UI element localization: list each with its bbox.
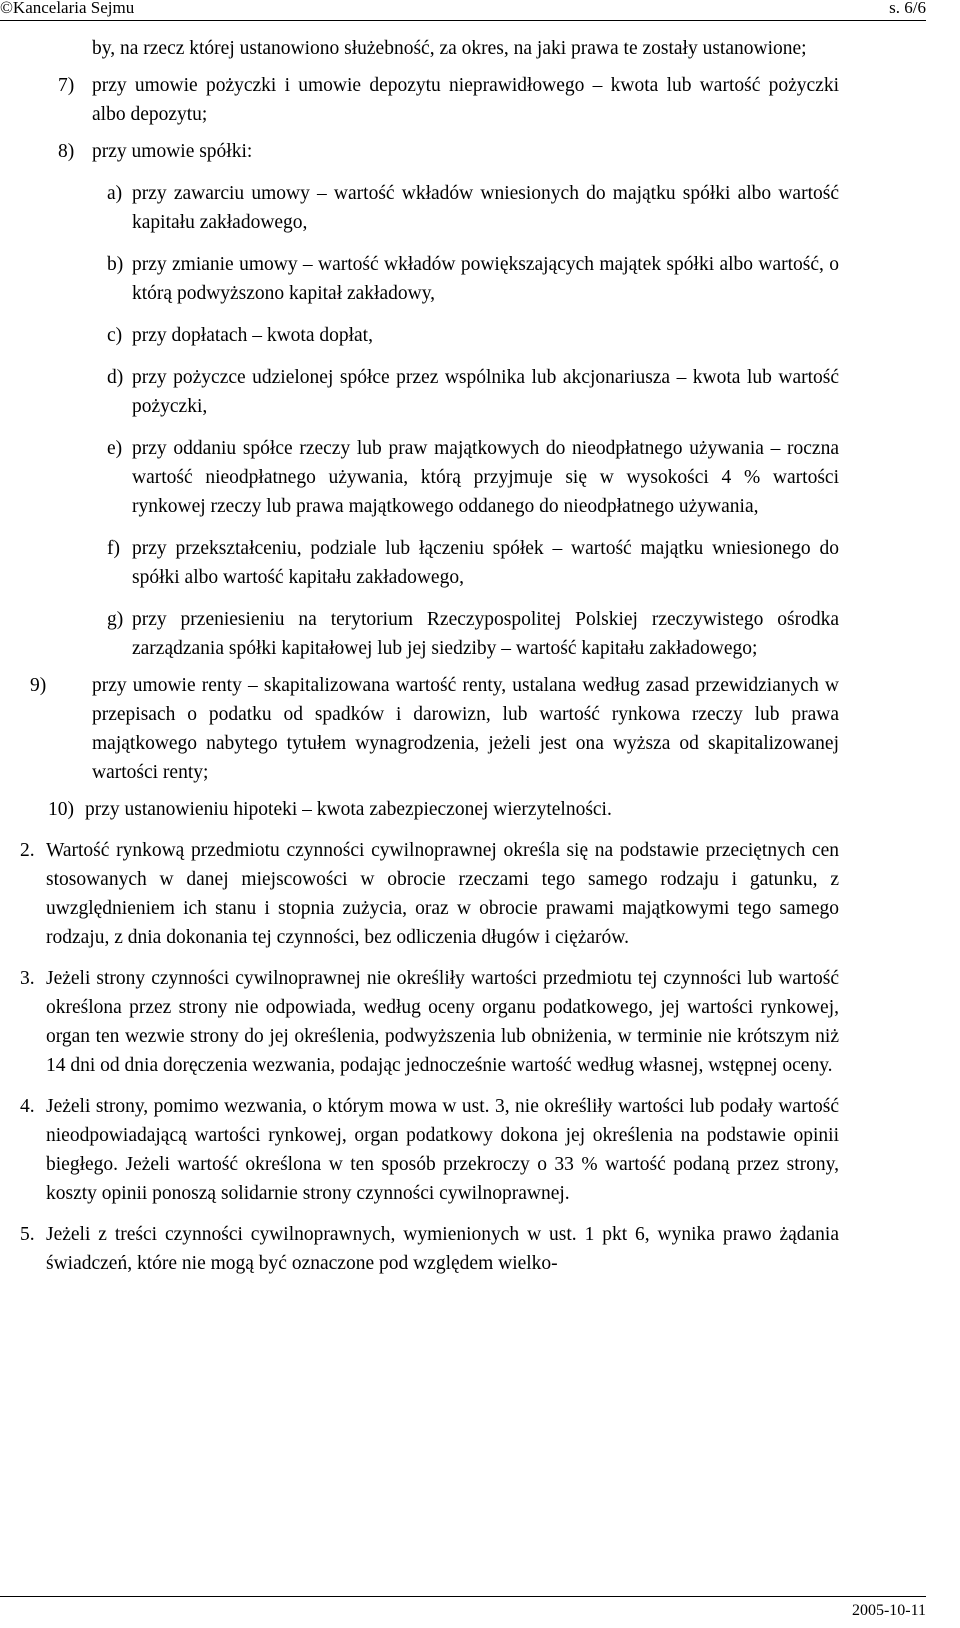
section-text: Jeżeli z treści czynności cywilnoprawnych, wymienionych w ust. 1 pkt 6, wynika prawo żądania świadczeń, które nie mogą być oznaczone pod względem wielko- xyxy=(46,1224,839,1274)
section-5 xyxy=(0,1220,839,1278)
item-text: przy umowie spółki: xyxy=(92,141,253,162)
subitem-letter: d) xyxy=(107,367,124,388)
list-item-7 xyxy=(0,71,839,129)
section-text: Wartość rynkową przedmiotu czynności cywilnoprawnej określa się na podstawie przeciętnych cen stosowanych w danej miejscowości w obrocie rzeczami tego samego rodzaju i gatunku, z uwzględnieniem ich stanu i stopnia zużycia, oraz w obrocie prawami majątkowymi tego samego rodzaju, z dnia dokonania tej czynności, bez odliczenia długów i ciężarów. xyxy=(46,840,839,948)
item-number: 9) xyxy=(30,675,47,696)
subitem-text: przy przekształceniu, podziale lub łączeniu spółek – wartość majątku wniesionego do spółki albo wartość kapitału zakładowego, xyxy=(132,538,839,588)
list-item-9 xyxy=(0,671,839,787)
subitem-text: przy zmianie umowy – wartość wkładów powiększających majątek spółki albo wartość, o którą podwyższono kapitał zakładowy, xyxy=(132,254,839,304)
item-text: przy umowie pożyczki i umowie depozytu nieprawidłowego – kwota lub wartość pożyczki albo depozytu; xyxy=(92,75,839,125)
subitem-d xyxy=(0,363,839,421)
subitem-letter: b) xyxy=(107,254,124,275)
section-3 xyxy=(0,964,839,1080)
list-item-10 xyxy=(0,795,832,824)
subitem-text: przy pożyczce udzielonej spółce przez wspólnika lub akcjonariusza – kwota lub wartość pożyczki, xyxy=(132,367,839,417)
subitem-text: przy oddaniu spółce rzeczy lub praw majątkowych do nieodpłatnego używania – roczna wartość nieodpłatnego używania, którą przyjmuje się w wysokości 4 % wartości rynkowej rzeczy lub prawa majątkowego oddanego do nieodpłatnego używania, xyxy=(132,438,839,517)
subitem-g xyxy=(0,605,839,663)
section-number: 2. xyxy=(20,840,35,861)
item-text: przy ustanowieniu hipoteki – kwota zabezpieczonej wierzytelności. xyxy=(85,799,612,820)
subitem-e xyxy=(0,434,839,521)
subitem-text: przy dopłatach – kwota dopłat, xyxy=(132,325,373,346)
footer-date: 2005-10-11 xyxy=(851,1602,926,1619)
item-number: 7) xyxy=(58,75,75,96)
section-4 xyxy=(0,1092,839,1208)
subitem-text: przy przeniesieniu na terytorium Rzeczypospolitej Polskiej rzeczywistego ośrodka zarządzania spółki kapitałowej lub jej siedziby – wartość kapitału zakładowego; xyxy=(132,609,839,659)
subitem-letter: f) xyxy=(107,538,120,559)
subitem-letter: e) xyxy=(107,438,123,459)
page-footer xyxy=(0,1596,926,1625)
continuation-text: by, na rzecz której ustanowiono służebność, za okres, na jaki prawa te zostały ustanowione; xyxy=(92,38,807,59)
page-number: s. 6/6 xyxy=(889,0,926,17)
list-item-8 xyxy=(0,137,839,166)
section-number: 4. xyxy=(20,1096,35,1117)
subitem-c xyxy=(0,321,839,350)
item-number: 8) xyxy=(58,141,75,162)
document-body xyxy=(0,34,926,1278)
subitem-letter: a) xyxy=(107,183,123,204)
subitem-f xyxy=(0,534,839,592)
header-copyright: ©Kancelaria Sejmu xyxy=(0,0,135,17)
subitem-letter: g) xyxy=(107,609,124,630)
item-text: przy umowie renty – skapitalizowana wartość renty, ustalana według zasad przewidzianych w przepisach o podatku od spadków i darowizn, lub wartość rynkowa rzeczy lub prawa majątkowego nabytego tytułem wynagrodzenia, jeżeli jest ona wyższa od skapitalizowanej wartości renty; xyxy=(92,675,839,783)
section-number: 3. xyxy=(20,968,35,989)
subitem-text: przy zawarciu umowy – wartość wkładów wniesionych do majątku spółki albo wartość kapitału zakładowego, xyxy=(132,183,839,233)
section-text: Jeżeli strony, pomimo wezwania, o którym mowa w ust. 3, nie określiły wartości lub podały wartość nieodpowiadającą wartości rynkowej, organ podatkowy dokona jej określenia na podstawie opinii biegłego. Jeżeli wartość określona w ten sposób przekroczy o 33 % wartość podaną przez strony, koszty opinii ponoszą solidarnie strony czynności cywilnoprawnej. xyxy=(46,1096,839,1204)
page-header xyxy=(0,0,926,21)
subitem-b xyxy=(0,250,839,308)
subitem-letter: c) xyxy=(107,325,123,346)
subitem-a xyxy=(0,179,839,237)
section-2 xyxy=(0,836,839,952)
section-text: Jeżeli strony czynności cywilnoprawnej nie określiły wartości przedmiotu tej czynności lub wartość określona przez strony nie odpowiada, według oceny organu podatkowego, jej wartości rynkowej, organ ten wezwie strony do jej określenia, podwyższenia lub obniżenia, w terminie nie krótszym niż 14 dni od dnia doręczenia wezwania, podając jednocześnie wartość według własnej, wstępnej oceny. xyxy=(46,968,839,1076)
section-number: 5. xyxy=(20,1224,35,1245)
item-number: 10) xyxy=(48,799,74,820)
